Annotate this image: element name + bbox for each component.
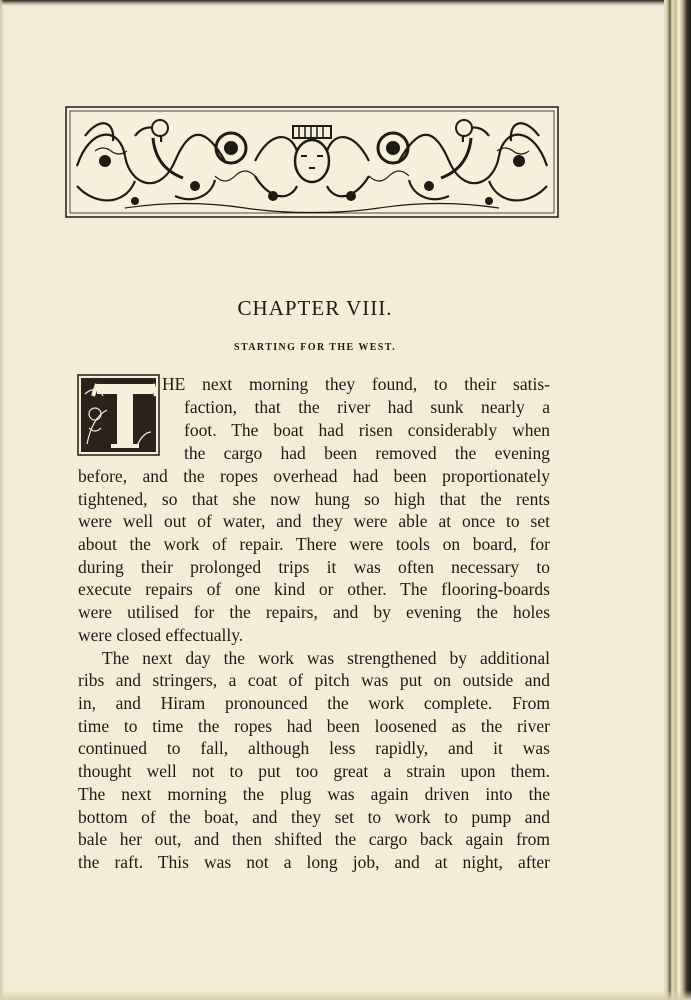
text-line: the raft. This was not a long job, and at night, after <box>78 852 550 872</box>
text-line: were utilised for the repairs, and by evening the holes <box>78 602 550 622</box>
text-line: bale her out, and then shifted the cargo back again from <box>78 829 550 849</box>
text-line: before, and the ropes overhead had been proportionately <box>78 466 550 486</box>
text-line: time to time the ropes had been loosened as the river <box>78 716 550 736</box>
text-line: execute repairs of one kind or other. The flooring-boards <box>78 579 550 599</box>
text-line: thought well not to put too great a strain upon them. <box>78 761 550 781</box>
page-left-edge <box>0 0 4 1000</box>
text-line: HE next morning they found, to their satis- <box>162 374 550 394</box>
text-line: the cargo had been removed the evening <box>184 443 550 463</box>
text-line: faction, that the river had sunk nearly a <box>184 397 550 417</box>
text-line: in, and Hiram pronounced the work complete. From <box>78 693 550 713</box>
page-top-shadow <box>0 0 691 6</box>
ornamental-headpiece-icon <box>65 106 559 218</box>
text-line: foot. The boat had risen considerably when <box>184 420 550 440</box>
text-line: were closed effectually. <box>78 625 244 645</box>
page-right-edge <box>664 0 691 1000</box>
text-line: The next morning the plug was again driven into the <box>78 784 550 804</box>
text-line: about the work of repair. There were tools on board, for <box>78 534 550 554</box>
text-line: during their prolonged trips it was often necessary to <box>78 557 550 577</box>
text-line: ribs and stringers, a coat of pitch was put on outside and <box>78 670 550 690</box>
text-line: tightened, so that she now hung so high that the rents <box>78 489 550 509</box>
chapter-subtitle: STARTING FOR THE WEST. <box>234 342 396 353</box>
page-bottom-edge <box>0 990 691 1000</box>
text-line: The next day the work was strengthened by additional <box>102 648 550 668</box>
text-line: were well out of water, and they were able at once to set <box>78 511 550 531</box>
text-line: continued to fall, although less rapidly, and it was <box>78 738 550 758</box>
text-line: bottom of the boat, and they set to work to pump and <box>78 807 550 827</box>
ornate-initial-t-icon <box>77 374 160 456</box>
chapter-title: CHAPTER VIII. <box>237 296 393 320</box>
